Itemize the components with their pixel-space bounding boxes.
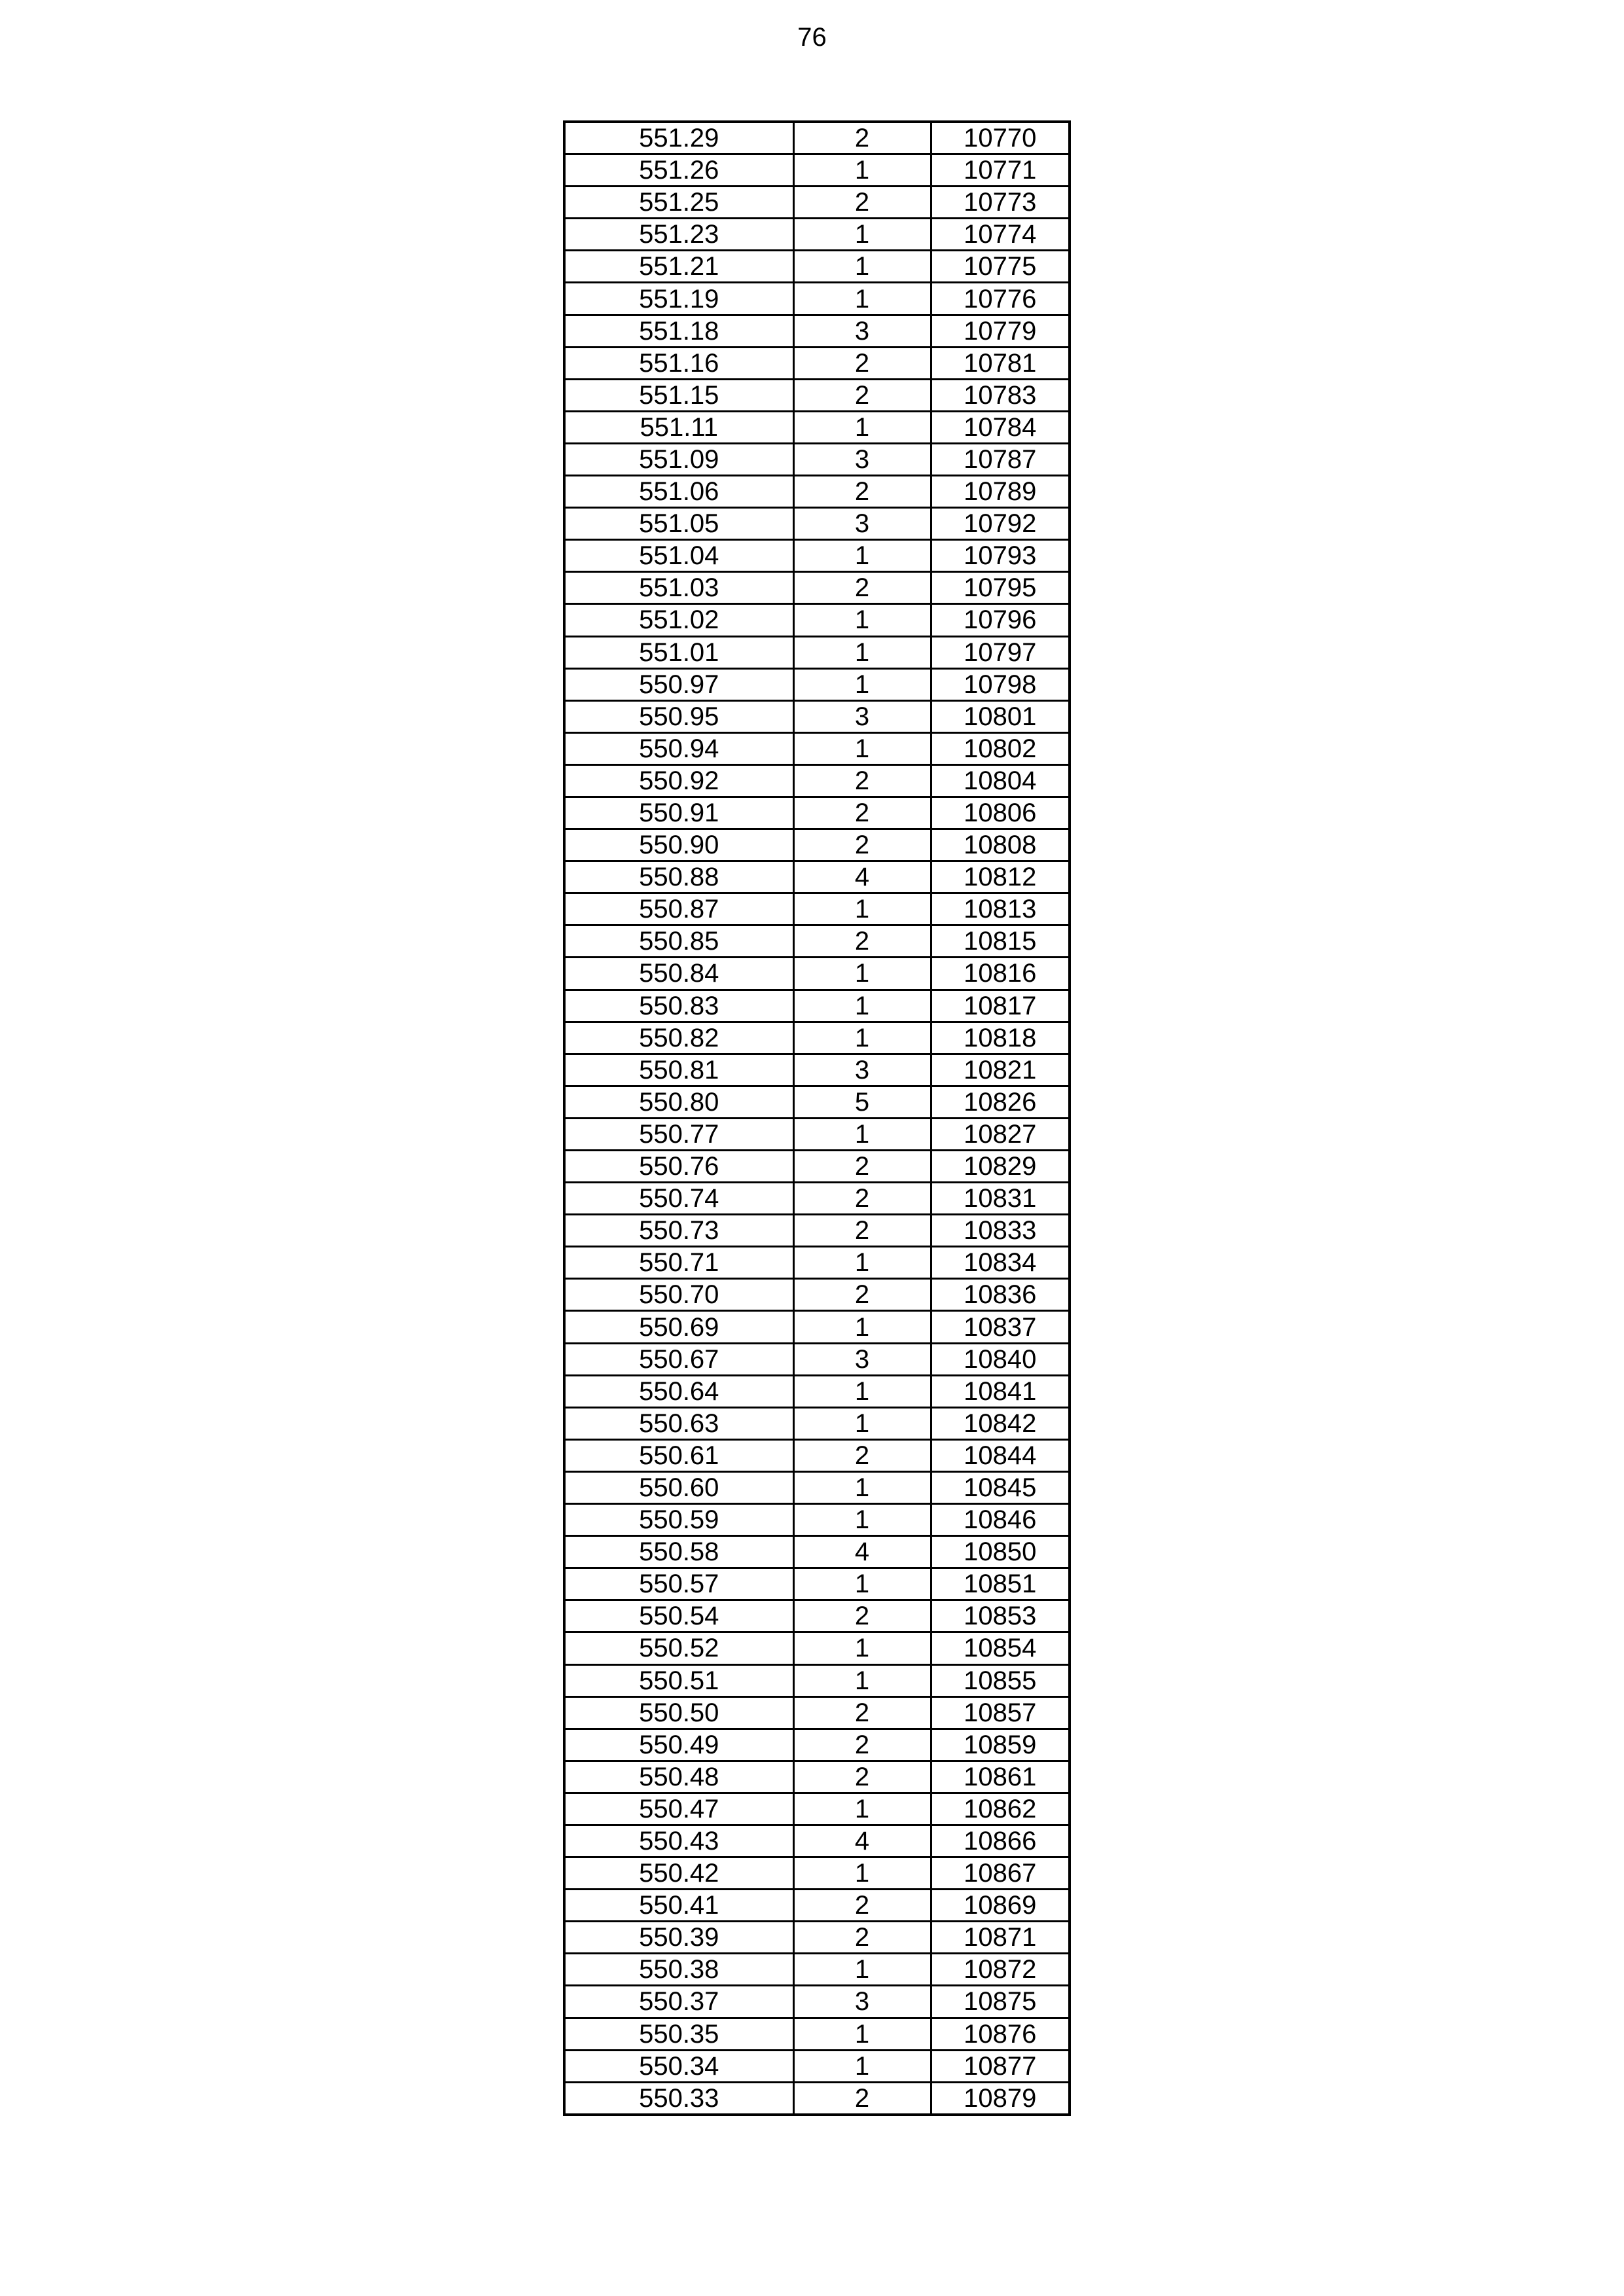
- value-cell: 550.69: [564, 1311, 793, 1343]
- value-cell: 550.97: [564, 668, 793, 700]
- value-cell: 551.19: [564, 283, 793, 315]
- table-row: [564, 1407, 1070, 1439]
- count-cell: 2: [793, 1890, 931, 1922]
- cumulative-cell: 10795: [931, 572, 1070, 604]
- cumulative-cell: 10875: [931, 1986, 1070, 2018]
- cumulative-cell: 10859: [931, 1729, 1070, 1761]
- cumulative-cell: 10854: [931, 1632, 1070, 1664]
- count-cell: 2: [793, 1279, 931, 1311]
- cumulative-cell: 10871: [931, 1922, 1070, 1954]
- table-row: [564, 732, 1070, 764]
- count-cell: 1: [793, 990, 931, 1022]
- data-table: [563, 120, 1071, 2116]
- table-row: [564, 1439, 1070, 1471]
- count-cell: 1: [793, 1954, 931, 1986]
- value-cell: 550.85: [564, 925, 793, 958]
- table-row: [564, 1183, 1070, 1215]
- table-row: [564, 1954, 1070, 1986]
- cumulative-cell: 10853: [931, 1600, 1070, 1632]
- cumulative-cell: 10877: [931, 2050, 1070, 2082]
- cumulative-cell: 10861: [931, 1761, 1070, 1793]
- count-cell: 1: [793, 604, 931, 636]
- count-cell: 4: [793, 1825, 931, 1857]
- table-row: [564, 1922, 1070, 1954]
- value-cell: 551.29: [564, 122, 793, 154]
- table-row: [564, 1504, 1070, 1536]
- cumulative-cell: 10872: [931, 1954, 1070, 1986]
- table-row: [564, 636, 1070, 668]
- cumulative-cell: 10826: [931, 1086, 1070, 1118]
- table-row: [564, 2050, 1070, 2082]
- count-cell: 1: [793, 283, 931, 315]
- cumulative-cell: 10833: [931, 1215, 1070, 1247]
- count-cell: 1: [793, 540, 931, 572]
- table-row: [564, 2082, 1070, 2115]
- count-cell: 1: [793, 1375, 931, 1407]
- cumulative-cell: 10841: [931, 1375, 1070, 1407]
- count-cell: 2: [793, 572, 931, 604]
- table-row: [564, 572, 1070, 604]
- value-cell: 551.15: [564, 379, 793, 411]
- value-cell: 550.54: [564, 1600, 793, 1632]
- count-cell: 2: [793, 1183, 931, 1215]
- cumulative-cell: 10869: [931, 1890, 1070, 1922]
- count-cell: 3: [793, 1343, 931, 1375]
- count-cell: 1: [793, 1504, 931, 1536]
- count-cell: 2: [793, 1696, 931, 1729]
- table-row: [564, 1793, 1070, 1825]
- cumulative-cell: 10816: [931, 958, 1070, 990]
- count-cell: 1: [793, 1793, 931, 1825]
- value-cell: 550.84: [564, 958, 793, 990]
- count-cell: 1: [793, 1664, 931, 1696]
- count-cell: 1: [793, 958, 931, 990]
- value-cell: 551.25: [564, 187, 793, 219]
- value-cell: 551.26: [564, 154, 793, 187]
- table-row: [564, 893, 1070, 925]
- cumulative-cell: 10802: [931, 732, 1070, 764]
- count-cell: 1: [793, 154, 931, 187]
- table-row: [564, 315, 1070, 347]
- value-cell: 550.94: [564, 732, 793, 764]
- value-cell: 551.16: [564, 347, 793, 379]
- cumulative-cell: 10808: [931, 829, 1070, 861]
- table-row: [564, 797, 1070, 829]
- value-cell: 550.43: [564, 1825, 793, 1857]
- cumulative-cell: 10798: [931, 668, 1070, 700]
- cumulative-cell: 10817: [931, 990, 1070, 1022]
- count-cell: 2: [793, 1600, 931, 1632]
- value-cell: 550.35: [564, 2018, 793, 2050]
- value-cell: 551.18: [564, 315, 793, 347]
- cumulative-cell: 10781: [931, 347, 1070, 379]
- table-row: [564, 1632, 1070, 1664]
- count-cell: 2: [793, 187, 931, 219]
- table-row: [564, 283, 1070, 315]
- value-cell: 551.02: [564, 604, 793, 636]
- cumulative-cell: 10779: [931, 315, 1070, 347]
- cumulative-cell: 10866: [931, 1825, 1070, 1857]
- count-cell: 3: [793, 508, 931, 540]
- count-cell: 2: [793, 379, 931, 411]
- value-cell: 551.21: [564, 251, 793, 283]
- value-cell: 550.38: [564, 1954, 793, 1986]
- cumulative-cell: 10806: [931, 797, 1070, 829]
- cumulative-cell: 10783: [931, 379, 1070, 411]
- count-cell: 2: [793, 925, 931, 958]
- table-row: [564, 508, 1070, 540]
- table-row: [564, 604, 1070, 636]
- table-row: [564, 2018, 1070, 2050]
- value-cell: 550.70: [564, 1279, 793, 1311]
- table-row: [564, 1568, 1070, 1600]
- table-row: [564, 540, 1070, 572]
- count-cell: 2: [793, 1439, 931, 1471]
- cumulative-cell: 10804: [931, 764, 1070, 797]
- cumulative-cell: 10845: [931, 1471, 1070, 1503]
- cumulative-cell: 10837: [931, 1311, 1070, 1343]
- count-cell: 1: [793, 1247, 931, 1279]
- count-cell: 2: [793, 1215, 931, 1247]
- cumulative-cell: 10857: [931, 1696, 1070, 1729]
- table-row: [564, 1729, 1070, 1761]
- cumulative-cell: 10818: [931, 1022, 1070, 1054]
- value-cell: 550.77: [564, 1118, 793, 1150]
- cumulative-cell: 10776: [931, 283, 1070, 315]
- count-cell: 1: [793, 1632, 931, 1664]
- value-cell: 550.83: [564, 990, 793, 1022]
- value-cell: 550.47: [564, 1793, 793, 1825]
- value-cell: 551.06: [564, 476, 793, 508]
- value-cell: 550.58: [564, 1536, 793, 1568]
- table-row: [564, 1022, 1070, 1054]
- table-row: [564, 1986, 1070, 2018]
- count-cell: 1: [793, 2050, 931, 2082]
- table-row: [564, 1696, 1070, 1729]
- table-row: [564, 958, 1070, 990]
- value-cell: 551.23: [564, 219, 793, 251]
- value-cell: 550.39: [564, 1922, 793, 1954]
- count-cell: 1: [793, 411, 931, 443]
- count-cell: 2: [793, 764, 931, 797]
- value-cell: 550.80: [564, 1086, 793, 1118]
- page-number: 76: [797, 23, 827, 52]
- table-row: [564, 122, 1070, 154]
- count-cell: 2: [793, 2082, 931, 2115]
- table-row: [564, 1761, 1070, 1793]
- count-cell: 4: [793, 861, 931, 893]
- count-cell: 2: [793, 1729, 931, 1761]
- cumulative-cell: 10771: [931, 154, 1070, 187]
- cumulative-cell: 10796: [931, 604, 1070, 636]
- value-cell: 550.41: [564, 1890, 793, 1922]
- table-row: [564, 1215, 1070, 1247]
- table-row: [564, 1664, 1070, 1696]
- table-row: [564, 1118, 1070, 1150]
- count-cell: 2: [793, 1922, 931, 1954]
- count-cell: 1: [793, 668, 931, 700]
- value-cell: 550.87: [564, 893, 793, 925]
- cumulative-cell: 10812: [931, 861, 1070, 893]
- count-cell: 1: [793, 1022, 931, 1054]
- value-cell: 551.11: [564, 411, 793, 443]
- table-body: [564, 122, 1070, 2115]
- cumulative-cell: 10879: [931, 2082, 1070, 2115]
- value-cell: 550.61: [564, 1439, 793, 1471]
- cumulative-cell: 10784: [931, 411, 1070, 443]
- count-cell: 2: [793, 829, 931, 861]
- count-cell: 1: [793, 1407, 931, 1439]
- count-cell: 2: [793, 1151, 931, 1183]
- table-row: [564, 187, 1070, 219]
- value-cell: 550.48: [564, 1761, 793, 1793]
- value-cell: 550.42: [564, 1857, 793, 1890]
- count-cell: 1: [793, 1311, 931, 1343]
- count-cell: 2: [793, 347, 931, 379]
- cumulative-cell: 10831: [931, 1183, 1070, 1215]
- value-cell: 550.64: [564, 1375, 793, 1407]
- cumulative-cell: 10773: [931, 187, 1070, 219]
- count-cell: 1: [793, 1568, 931, 1600]
- value-cell: 550.52: [564, 1632, 793, 1664]
- cumulative-cell: 10770: [931, 122, 1070, 154]
- value-cell: 550.49: [564, 1729, 793, 1761]
- cumulative-cell: 10801: [931, 700, 1070, 732]
- cumulative-cell: 10787: [931, 443, 1070, 475]
- value-cell: 550.90: [564, 829, 793, 861]
- table-row: [564, 1311, 1070, 1343]
- cumulative-cell: 10827: [931, 1118, 1070, 1150]
- cumulative-cell: 10836: [931, 1279, 1070, 1311]
- table-row: [564, 219, 1070, 251]
- table-row: [564, 411, 1070, 443]
- value-cell: 550.88: [564, 861, 793, 893]
- table-row: [564, 990, 1070, 1022]
- value-cell: 551.03: [564, 572, 793, 604]
- count-cell: 3: [793, 1986, 931, 2018]
- count-cell: 3: [793, 1054, 931, 1086]
- count-cell: 1: [793, 1857, 931, 1890]
- count-cell: 4: [793, 1536, 931, 1568]
- value-cell: 550.57: [564, 1568, 793, 1600]
- table-row: [564, 861, 1070, 893]
- table-row: [564, 443, 1070, 475]
- table-row: [564, 1471, 1070, 1503]
- value-cell: 550.74: [564, 1183, 793, 1215]
- cumulative-cell: 10775: [931, 251, 1070, 283]
- table-row: [564, 1857, 1070, 1890]
- value-cell: 550.63: [564, 1407, 793, 1439]
- cumulative-cell: 10862: [931, 1793, 1070, 1825]
- cumulative-cell: 10793: [931, 540, 1070, 572]
- table-row: [564, 154, 1070, 187]
- cumulative-cell: 10855: [931, 1664, 1070, 1696]
- count-cell: 1: [793, 636, 931, 668]
- value-cell: 550.95: [564, 700, 793, 732]
- table-row: [564, 925, 1070, 958]
- count-cell: 1: [793, 1118, 931, 1150]
- count-cell: 3: [793, 315, 931, 347]
- table-row: [564, 1600, 1070, 1632]
- value-cell: 550.92: [564, 764, 793, 797]
- cumulative-cell: 10846: [931, 1504, 1070, 1536]
- cumulative-cell: 10792: [931, 508, 1070, 540]
- cumulative-cell: 10829: [931, 1151, 1070, 1183]
- value-cell: 551.05: [564, 508, 793, 540]
- cumulative-cell: 10842: [931, 1407, 1070, 1439]
- value-cell: 551.01: [564, 636, 793, 668]
- cumulative-cell: 10850: [931, 1536, 1070, 1568]
- table-row: [564, 1343, 1070, 1375]
- value-cell: 550.73: [564, 1215, 793, 1247]
- value-cell: 550.50: [564, 1696, 793, 1729]
- value-cell: 550.71: [564, 1247, 793, 1279]
- value-cell: 550.33: [564, 2082, 793, 2115]
- table-row: [564, 347, 1070, 379]
- count-cell: 1: [793, 2018, 931, 2050]
- value-cell: 550.34: [564, 2050, 793, 2082]
- cumulative-cell: 10844: [931, 1439, 1070, 1471]
- count-cell: 2: [793, 476, 931, 508]
- table-row: [564, 1086, 1070, 1118]
- value-cell: 551.09: [564, 443, 793, 475]
- count-cell: 2: [793, 122, 931, 154]
- table-row: [564, 1247, 1070, 1279]
- value-cell: 550.76: [564, 1151, 793, 1183]
- cumulative-cell: 10813: [931, 893, 1070, 925]
- value-cell: 550.60: [564, 1471, 793, 1503]
- count-cell: 1: [793, 1471, 931, 1503]
- value-cell: 550.51: [564, 1664, 793, 1696]
- table-row: [564, 1536, 1070, 1568]
- cumulative-cell: 10821: [931, 1054, 1070, 1086]
- cumulative-cell: 10797: [931, 636, 1070, 668]
- count-cell: 2: [793, 1761, 931, 1793]
- table-row: [564, 1279, 1070, 1311]
- value-cell: 550.37: [564, 1986, 793, 2018]
- cumulative-cell: 10867: [931, 1857, 1070, 1890]
- table-row: [564, 764, 1070, 797]
- cumulative-cell: 10851: [931, 1568, 1070, 1600]
- table-row: [564, 1890, 1070, 1922]
- count-cell: 2: [793, 797, 931, 829]
- value-cell: 550.67: [564, 1343, 793, 1375]
- table-row: [564, 379, 1070, 411]
- table-row: [564, 251, 1070, 283]
- table-row: [564, 1825, 1070, 1857]
- cumulative-cell: 10834: [931, 1247, 1070, 1279]
- cumulative-cell: 10815: [931, 925, 1070, 958]
- value-cell: 550.59: [564, 1504, 793, 1536]
- count-cell: 3: [793, 700, 931, 732]
- table-row: [564, 1151, 1070, 1183]
- table-row: [564, 668, 1070, 700]
- cumulative-cell: 10876: [931, 2018, 1070, 2050]
- count-cell: 5: [793, 1086, 931, 1118]
- table-row: [564, 1054, 1070, 1086]
- table-row: [564, 700, 1070, 732]
- count-cell: 1: [793, 893, 931, 925]
- count-cell: 1: [793, 732, 931, 764]
- count-cell: 1: [793, 219, 931, 251]
- value-cell: 550.91: [564, 797, 793, 829]
- cumulative-cell: 10840: [931, 1343, 1070, 1375]
- table-row: [564, 829, 1070, 861]
- value-cell: 550.81: [564, 1054, 793, 1086]
- cumulative-cell: 10774: [931, 219, 1070, 251]
- table-row: [564, 476, 1070, 508]
- cumulative-cell: 10789: [931, 476, 1070, 508]
- table-row: [564, 1375, 1070, 1407]
- count-cell: 1: [793, 251, 931, 283]
- value-cell: 550.82: [564, 1022, 793, 1054]
- count-cell: 3: [793, 443, 931, 475]
- value-cell: 551.04: [564, 540, 793, 572]
